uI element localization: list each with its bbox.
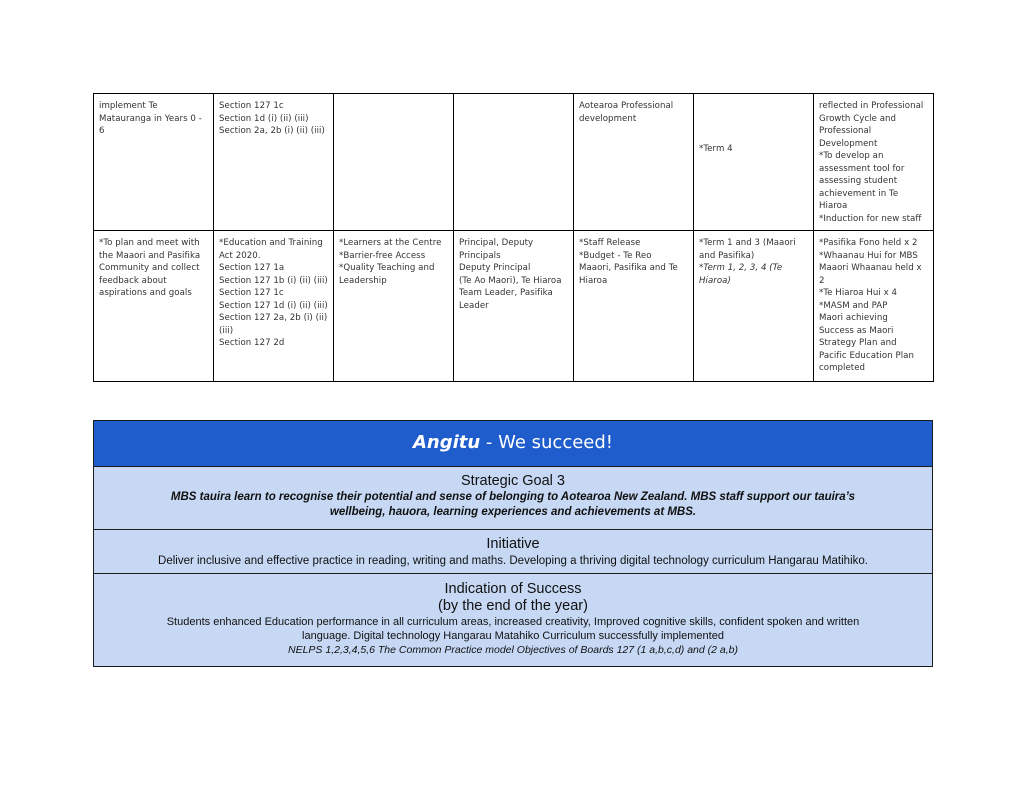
cell-text-line: Matauranga in Years 0 - [99, 113, 202, 124]
cell-text-line: *Barrier-free Access [339, 250, 426, 261]
cell-text-line: Section 127 2a, 2b (i) (ii) [219, 313, 328, 323]
table-row [94, 94, 934, 231]
success-text-line-1: Students enhanced Education performance in all curriculum areas, increased creativity, Improved cognitive skills, confident spoken and written [166, 616, 860, 628]
goal-header [94, 421, 932, 467]
cell-text-line: Professional [819, 126, 872, 136]
table-cell-timeframe [694, 94, 814, 231]
cell-text-line: Growth Cycle and [819, 113, 897, 124]
cell-text-line: Section 1d (i) (ii) (iii) [219, 113, 309, 124]
cell-text-line: Strategy Plan and [819, 338, 897, 348]
cell-text-line: achievement in Te [819, 188, 899, 199]
success-text-nelps: NELPS 1,2,3,4,5,6 The Common Practice model Objectives of Boards 127 (1 a,b,c,d) and (2 a,b) [288, 644, 738, 656]
cell-text-line: feedback about [99, 275, 167, 286]
cell-text-line: Section 127 1a [219, 263, 285, 273]
cell-text-line: *Education and Training [219, 238, 323, 248]
strategic-goal-text-line-2: wellbeing, hauora, learning experiences and achievements at MBS. [329, 506, 697, 518]
table-cell-action [94, 94, 214, 231]
table-cell-success-indicator [814, 94, 934, 231]
cell-text-line: *To develop an [819, 151, 884, 161]
cell-text-line: *MASM and PAP [819, 300, 888, 311]
cell-text-line: development [579, 113, 637, 124]
cell-text-line: the Maaori and Pasifika [99, 250, 201, 261]
cell-text-line: assessing student [819, 176, 898, 186]
cell-text-line: Section 127 2d [219, 338, 285, 348]
table-cell-legislation [214, 231, 334, 382]
table-cell-responsibility [454, 94, 574, 231]
cell-text-line: *To plan and meet with [99, 238, 200, 248]
success-text-line-2: language. Digital technology Hangarau Matahiko Curriculum successfully implemented [302, 630, 724, 642]
cell-text-line: Team Leader, Pasifika [459, 288, 553, 298]
strategic-goal-text-line-1: MBS tauira learn to recognise their potential and sense of belonging to Aotearoa New Zealand. MBS staff support our tauira’s [170, 491, 856, 503]
cell-text-line: Deputy Principal [459, 263, 531, 273]
initiative-title: Initiative [486, 536, 540, 552]
cell-text-line: *Pasifika Fono held x 2 [819, 238, 918, 248]
cell-text-line: assessment tool for [819, 163, 905, 174]
cell-text-line: Section 127 1b (i) (ii) (iii) [219, 275, 328, 286]
table-cell-legislation [214, 94, 334, 231]
cell-text-line: *Learners at the Centre [339, 238, 442, 248]
cell-text-line-italic: Hiaroa) [699, 275, 731, 286]
cell-text-line-italic: *Term 1, 2, 3, 4 (Te [699, 263, 783, 273]
cell-text-line: aspirations and goals [99, 288, 192, 298]
strategic-goal-box [93, 420, 933, 667]
goal-header-text: - We succeed! [480, 432, 614, 453]
cell-text-line: Hiaroa [579, 275, 608, 286]
cell-text-line: Principals [459, 250, 501, 261]
cell-text-line: Act 2020. [219, 250, 261, 261]
cell-text-line: *Term 4 [699, 144, 733, 154]
cell-text-line: *Quality Teaching and [339, 263, 435, 273]
table-cell-resources [574, 94, 694, 231]
table-cell-timeframe [694, 231, 814, 382]
cell-text-line: Maaori Whaanau held x [819, 263, 922, 273]
success-subtitle: (by the end of the year) [438, 598, 588, 614]
cell-text-line: Success as Maori [819, 325, 894, 336]
cell-text-line: *Te Hiaroa Hui x 4 [819, 288, 898, 298]
goal-header-emphasis: Angitu [412, 432, 481, 453]
cell-text-line: Section 127 1d (i) (ii) (iii) [219, 300, 328, 311]
strategic-goal-title: Strategic Goal 3 [461, 473, 565, 489]
table-cell-action [94, 231, 214, 382]
initiative-section [94, 530, 932, 574]
table-row [94, 231, 934, 382]
cell-text-line: Community and collect [99, 263, 200, 273]
cell-text-line: *Induction for new staff [819, 213, 922, 224]
cell-text-line: *Staff Release [579, 238, 641, 248]
strategic-goal-section [94, 467, 932, 530]
cell-text-line: *Whaanau Hui for MBS [819, 250, 918, 261]
table-cell-responsibility [454, 231, 574, 382]
cell-text-line: Leadership [339, 275, 387, 286]
table-cell-resources [574, 231, 694, 382]
cell-text-line: reflected in Professional [819, 101, 924, 111]
cell-text-line: Leader [459, 300, 489, 311]
action-plan-table [93, 93, 934, 382]
initiative-text: Deliver inclusive and effective practice in reading, writing and maths. Developing a thriving digital technology curriculum Hangarau Matihiko. [158, 555, 868, 567]
cell-text-line: Section 127 1c [219, 288, 284, 298]
cell-text-line: implement Te [99, 101, 158, 111]
cell-text-line: Section 2a, 2b (i) (ii) (iii) [219, 126, 325, 136]
cell-text-line: Hiaroa [819, 201, 848, 211]
cell-text-line: *Budget - Te Reo [579, 250, 652, 261]
cell-text-line: Maaori, Pasifika and Te [579, 263, 678, 273]
cell-text-line: and Pasifika) [699, 250, 755, 261]
cell-text-line: *Term 1 and 3 (Maaori [699, 238, 796, 248]
table-cell-nelp [334, 94, 454, 231]
cell-text-line: (iii) [219, 325, 234, 336]
cell-text-line: 2 [819, 275, 825, 286]
cell-text-line: Aotearoa Professional [579, 101, 674, 111]
table-cell-success-indicator [814, 231, 934, 382]
success-title: Indication of Success [444, 581, 582, 597]
table-cell-nelp [334, 231, 454, 382]
cell-text-line: Development [819, 138, 878, 149]
cell-text-line: Section 127 1c [219, 101, 284, 111]
success-indicator-section [94, 574, 932, 666]
cell-text-line: Pacific Education Plan [819, 350, 914, 361]
cell-text-line: Maori achieving [819, 313, 888, 323]
cell-text-line: (Te Ao Maori), Te Hiaroa [459, 275, 562, 286]
cell-text-line: completed [819, 363, 866, 373]
cell-text-line: Principal, Deputy [459, 238, 534, 248]
cell-text-line: 6 [99, 126, 105, 136]
